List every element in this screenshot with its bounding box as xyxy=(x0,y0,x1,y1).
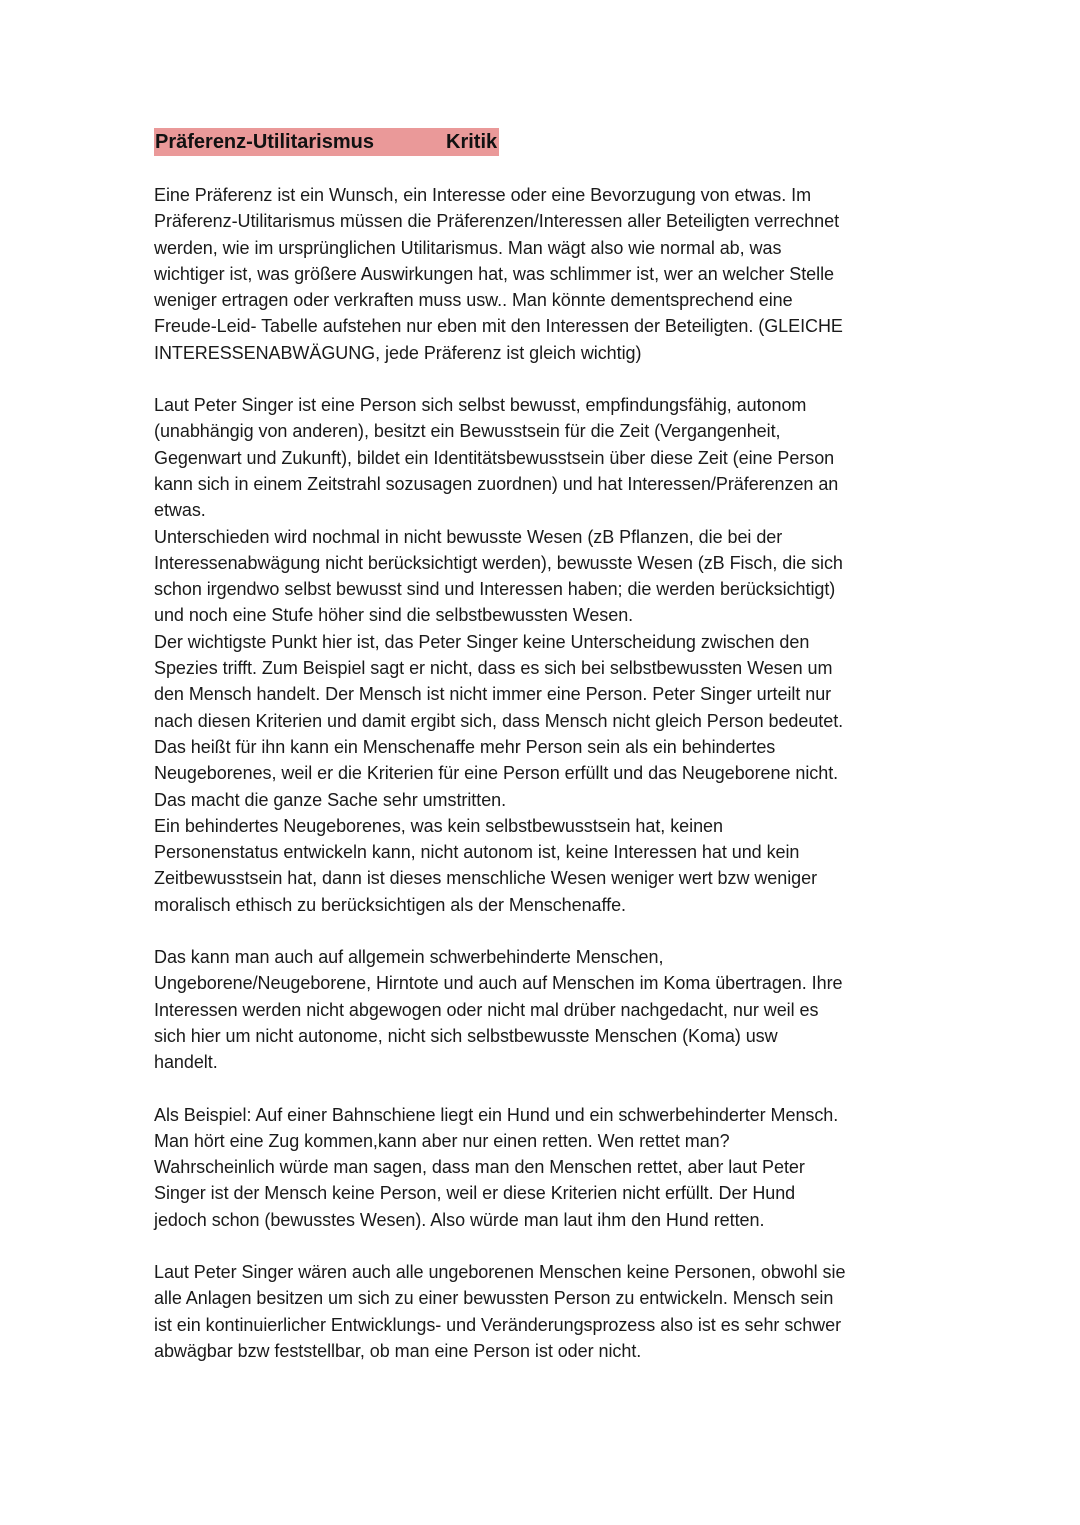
text-line: alle Anlagen besitzen um sich zu einer bewussten Person zu entwickeln. Mensch sein xyxy=(154,1288,834,1309)
highlighted-heading xyxy=(154,128,499,156)
text-line: Als Beispiel: Auf einer Bahnschiene liegt ein Hund und ein schwerbehinderter Mensch. xyxy=(154,1104,839,1125)
text-line: Das kann man auch auf allgemein schwerbehinderte Menschen, xyxy=(154,947,664,968)
text-line: (unabhängig von anderen), besitzt ein Bewusstsein für die Zeit (Vergangenheit, xyxy=(154,421,781,442)
text-line: etwas. xyxy=(154,500,206,521)
text-line: den Mensch handelt. Der Mensch ist nicht immer eine Person. Peter Singer urteilt nur xyxy=(154,684,832,705)
text-line: nach diesen Kriterien und damit ergibt sich, dass Mensch nicht gleich Person bedeutet. xyxy=(154,710,844,731)
text-line: moralisch ethisch zu berücksichtigen als der Menschenaffe. xyxy=(154,894,627,915)
text-line: Der wichtigste Punkt hier ist, das Peter Singer keine Unterscheidung zwischen den xyxy=(154,631,810,652)
text-line: abwägbar bzw feststellbar, ob man eine Person ist oder nicht. xyxy=(154,1340,642,1361)
paragraph xyxy=(154,1259,929,1364)
text-line: ist ein kontinuierlicher Entwicklungs- und Veränderungsprozess also ist es sehr schwer xyxy=(154,1314,842,1335)
paragraph xyxy=(154,1102,929,1233)
text-line: wichtiger ist, was größere Auswirkungen hat, was schlimmer ist, wer an welcher Stelle xyxy=(154,263,835,284)
heading-title: Präferenz-Utilitarismus xyxy=(155,130,374,153)
text-line: Personenstatus entwickeln kann, nicht autonom ist, keine Interessen hat und kein xyxy=(154,842,800,863)
text-line: Das heißt für ihn kann ein Menschenaffe mehr Person sein als ein behindertes xyxy=(154,736,776,757)
body-text xyxy=(154,182,929,1364)
text-line: jedoch schon (bewusstes Wesen). Also würde man laut ihm den Hund retten. xyxy=(154,1209,765,1230)
text-line: Wahrscheinlich würde man sagen, dass man den Menschen rettet, aber laut Peter xyxy=(154,1157,805,1178)
text-line: Laut Peter Singer wären auch alle ungeborenen Menschen keine Personen, obwohl sie xyxy=(154,1261,846,1282)
document-page xyxy=(154,128,929,1364)
text-line: werden, wie im ursprünglichen Utilitarismus. Man wägt also wie normal ab, was xyxy=(154,237,782,258)
text-line: Ein behindertes Neugeborenes, was kein selbstbewusstsein hat, keinen xyxy=(154,815,723,836)
text-line: Ungeborene/Neugeborene, Hirntote und auch auf Menschen im Koma übertragen. Ihre xyxy=(154,973,843,994)
text-line: Eine Präferenz ist ein Wunsch, ein Interesse oder eine Bevorzugung von etwas. Im xyxy=(154,185,812,205)
text-line: Neugeborenes, weil er die Kriterien für eine Person erfüllt und das Neugeborene nicht. xyxy=(154,763,839,784)
text-line: Singer ist der Mensch keine Person, weil er diese Kriterien nicht erfüllt. Der Hund xyxy=(154,1183,796,1204)
text-line: Präferenz-Utilitarismus müssen die Präferenzen/Interessen aller Beteiligten verrechnet xyxy=(154,211,840,232)
text-line: Gegenwart und Zukunft), bildet ein Identitätsbewusstsein über diese Zeit (eine Person xyxy=(154,447,835,468)
text-line: kann sich in einem Zeitstrahl sozusagen zuordnen) und hat Interessen/Präferenzen an xyxy=(154,473,839,494)
text-line: schon irgendwo selbst bewusst sind und Interessen haben; die werden berücksichtigt) xyxy=(154,579,836,600)
text-line: Das macht die ganze Sache sehr umstritten. xyxy=(154,789,507,810)
paragraph-spacer xyxy=(154,918,929,944)
text-line: Spezies trifft. Zum Beispiel sagt er nicht, dass es sich bei selbstbewussten Wesen um xyxy=(154,658,833,679)
text-line: sich hier um nicht autonome, nicht sich selbstbewusste Menschen (Koma) usw xyxy=(154,1025,778,1046)
text-line: Zeitbewusstsein hat, dann ist dieses menschliche Wesen weniger wert bzw weniger xyxy=(154,868,818,889)
text-line: Freude-Leid- Tabelle aufstehen nur eben mit den Interessen der Beteiligten. (GLEICHE xyxy=(154,316,843,337)
paragraph-spacer xyxy=(154,1233,929,1259)
text-line: INTERESSENABWÄGUNG, jede Präferenz ist gleich wichtig) xyxy=(154,342,642,363)
text-line: handelt. xyxy=(154,1052,218,1073)
text-line: Interessen werden nicht abgewogen oder nicht mal drüber nachgedacht, nur weil es xyxy=(154,999,819,1020)
heading-subtitle: Kritik xyxy=(446,130,498,153)
text-line: Laut Peter Singer ist eine Person sich selbst bewusst, empfindungsfähig, autonom xyxy=(154,395,807,416)
text-line: Interessenabwägung nicht berücksichtigt werden), bewusste Wesen (zB Fisch, die sich xyxy=(154,552,843,573)
paragraph xyxy=(154,944,929,1075)
paragraph xyxy=(154,182,929,366)
text-line: Unterschieden wird nochmal in nicht bewusste Wesen (zB Pflanzen, die bei der xyxy=(154,526,783,547)
text-line: Man hört eine Zug kommen,kann aber nur einen retten. Wen rettet man? xyxy=(154,1130,730,1151)
text-line: weniger ertragen oder verkraften muss usw.. Man könnte dementsprechend eine xyxy=(154,290,793,311)
text-line: und noch eine Stufe höher sind die selbstbewussten Wesen. xyxy=(154,605,634,626)
paragraph-spacer xyxy=(154,1076,929,1102)
paragraph xyxy=(154,392,929,918)
paragraph-spacer xyxy=(154,366,929,392)
